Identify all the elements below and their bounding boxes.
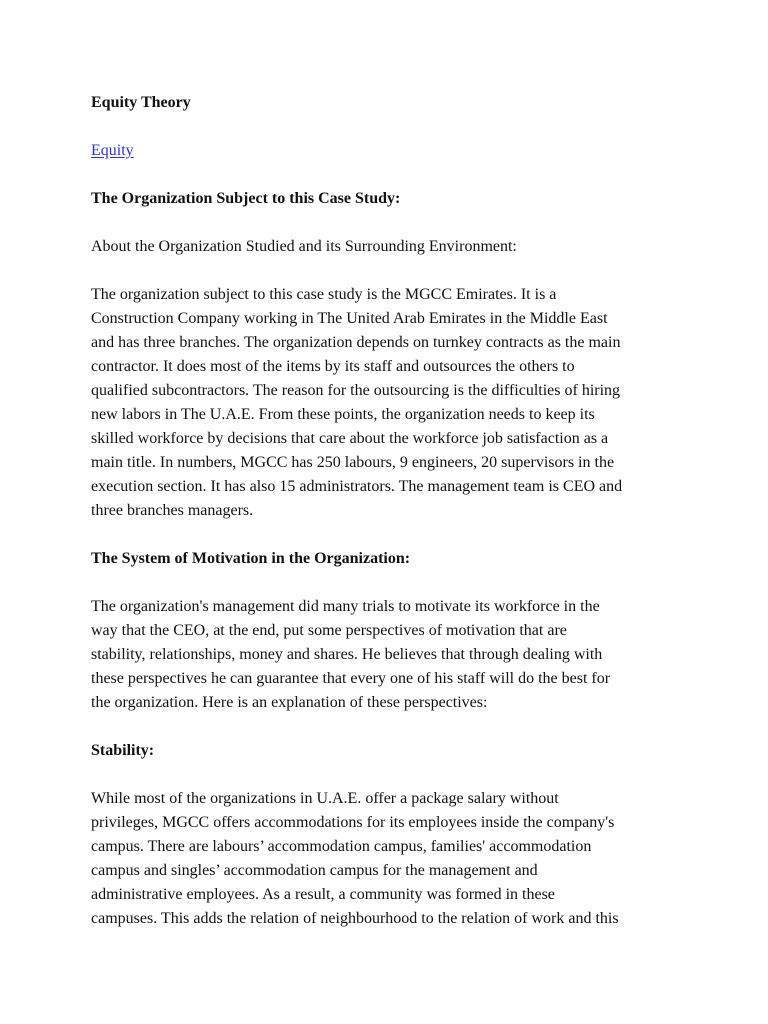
equity-link-line — [91, 139, 678, 163]
document-title: Equity Theory — [91, 94, 191, 111]
paragraph-stability: While most of the organizations in U.A.E. offer a package salary without privileges, MGCC offers accommodations for its employees inside the company's campus. There are labours’ accommodation campus, families' accommodation campus and singles’ accommodation campus for the management and administrative employees. As a result, a community was formed in these campuses. This adds the relation of neighbourhood to the relation of work and this — [91, 790, 619, 927]
heading-organization: The Organization Subject to this Case Study: — [91, 190, 401, 207]
paragraph-motivation: The organization's management did many trials to motivate its workforce in the way that the CEO, at the end, put some perspectives of motivation that are stability, relationships, money and shares. He believes that through dealing with these perspectives he can guarantee that every one of his staff will do the best for the organization. Here is an explanation of these perspectives: — [91, 598, 611, 711]
equity-link[interactable]: Equity — [91, 142, 134, 159]
heading-stability: Stability: — [91, 742, 155, 759]
subheading-about: About the Organization Studied and its Surrounding Environment: — [91, 238, 517, 255]
paragraph-organization: The organization subject to this case study is the MGCC Emirates. It is a Construction Company working in The United Arab Emirates in the Middle East and has three branches. The organization depends on turnkey contracts as the main contractor. It does most of the items by its staff and outsources the others to qualified subcontractors. The reason for the outsourcing is the difficulties of hiring new labors in The U.A.E. From these points, the organization needs to keep its skilled workforce by decisions that care about the workforce job satisfaction as a main title. In numbers, MGCC has 250 labours, 9 engineers, 20 supervisors in the execution section. It has also 15 administrators. The management team is CEO and three branches managers. — [91, 286, 623, 519]
heading-motivation: The System of Motivation in the Organization: — [91, 550, 411, 567]
